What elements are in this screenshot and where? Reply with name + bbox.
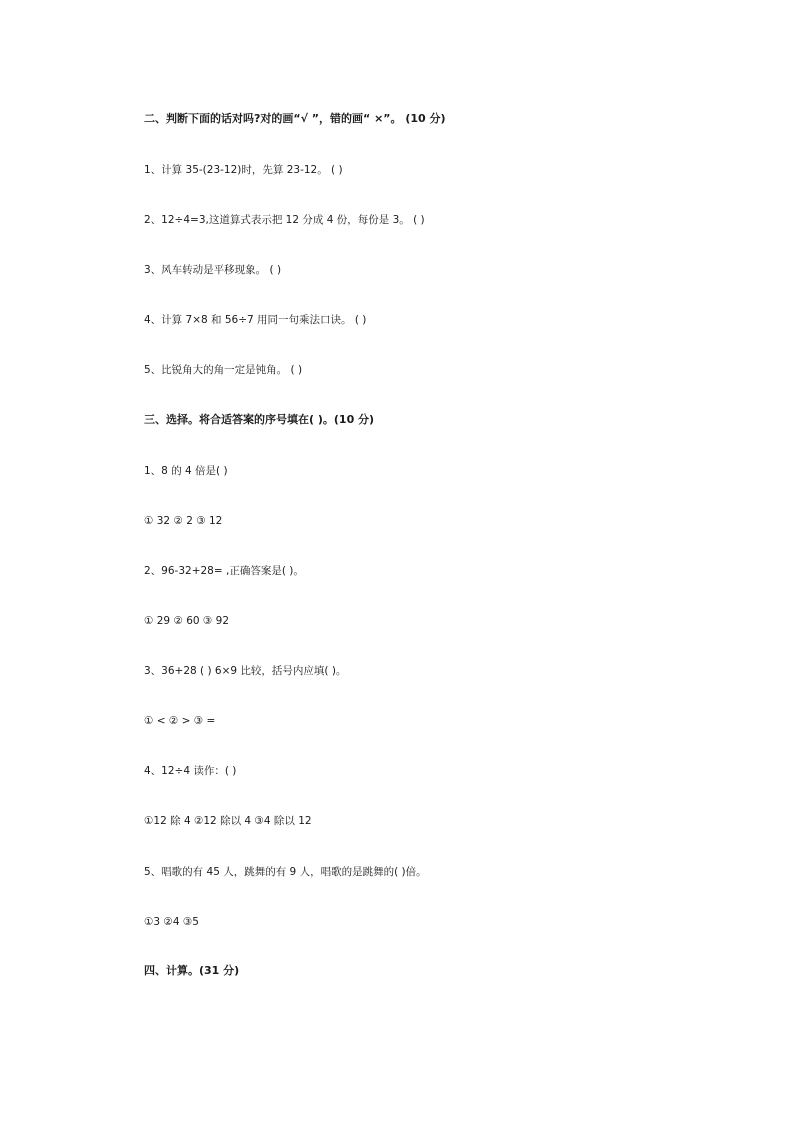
question-item: 2、96-32+28= ,正确答案是( )。	[144, 565, 304, 577]
question-item: 1、计算 35-(23-12)时，先算 23-12。 ( )	[144, 164, 343, 176]
question-item: 3、36+28 ( ) 6×9 比较，括号内应填( )。	[144, 665, 347, 677]
question-item: 3、风车转动是平移现象。 ( )	[144, 264, 282, 276]
question-item: 2、12÷4=3,这道算式表示把 12 分成 4 份，每份是 3。 ( )	[144, 214, 425, 226]
answer-options: ① 29 ② 60 ③ 92	[144, 615, 230, 627]
answer-options: ① 32 ② 2 ③ 12	[144, 515, 223, 527]
answer-options: ① < ② > ③ =	[144, 715, 216, 727]
section-3-heading: 三、选择。将合适答案的序号填在( )。(10 分)	[144, 413, 375, 426]
question-item: 5、唱歌的有 45 人，跳舞的有 9 人，唱歌的是跳舞的( )倍。	[144, 866, 427, 878]
question-item: 5、比锐角大的角一定是钝角。 ( )	[144, 364, 303, 376]
question-item: 4、计算 7×8 和 56÷7 用同一句乘法口诀。 ( )	[144, 314, 367, 326]
section-4-heading: 四、计算。(31 分)	[144, 964, 240, 977]
answer-options: ①12 除 4 ②12 除以 4 ③4 除以 12	[144, 815, 312, 827]
answer-options: ①3 ②4 ③5	[144, 916, 199, 928]
question-item: 4、12÷4 读作：( )	[144, 765, 237, 777]
section-2-heading: 二、判断下面的话对吗?对的画“√ ”，错的画“ ×”。 (10 分)	[144, 112, 446, 125]
question-item: 1、8 的 4 倍是( )	[144, 465, 228, 477]
